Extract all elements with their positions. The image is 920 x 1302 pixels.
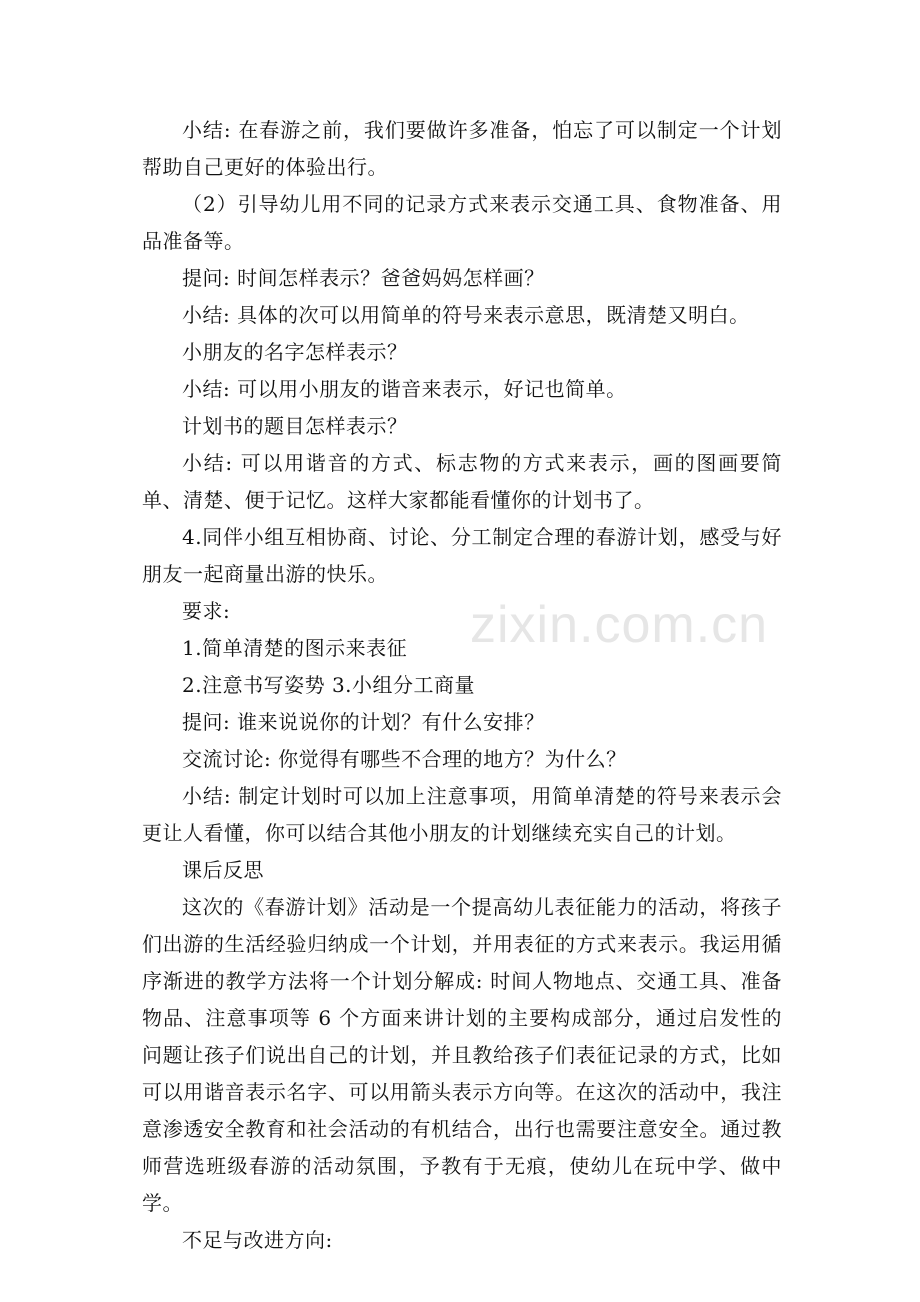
section-heading-improvement: 不足与改进方向: [182, 1228, 333, 1252]
paragraph-requirement-1: 1.简单清楚的图示来表征 [182, 636, 408, 660]
paragraph-question-names: 小朋友的名字怎样表示？ [182, 340, 408, 364]
paragraph-requirements-heading: 要求: [182, 599, 231, 623]
paragraph-requirement-2-3: 2.注意书写姿势 3.小组分工商量 [182, 673, 476, 697]
section-heading-reflection: 课后反思 [182, 858, 264, 882]
paragraph-summary-symbols: 小结: 具体的次可以用简单的符号来表示意思，既清楚又明白。 [182, 303, 750, 327]
paragraph-question-title: 计划书的题目怎样表示？ [182, 414, 408, 438]
paragraph-summary-drawing: 小结: 可以用谐音的方式、标志物的方式来表示，画的图画要简单、清楚、便于记忆。这样大家都能看懂你的计划书了。 [142, 451, 782, 512]
paragraph-question-time: 提问: 时间怎样表示？爸爸妈妈怎样画？ [182, 266, 545, 290]
paragraph-discussion: 交流讨论: 你觉得有哪些不合理的地方？为什么？ [182, 747, 627, 771]
paragraph-group-planning: 4.同伴小组互相协商、讨论、分工制定合理的春游计划，感受与好朋友一起商量出游的快乐。 [142, 525, 782, 586]
paragraph-guide-recording: （2）引导幼儿用不同的记录方式来表示交通工具、食物准备、用品准备等。 [142, 192, 782, 253]
paragraph-reflection-body: 这次的《春游计划》活动是一个提高幼儿表征能力的活动，将孩子们出游的生活经验归纳成一个计划，并用表征的方式来表示。我运用循序渐进的教学方法将一个计划分解成: 时间人物地点、交通工具、准备物品、注意事项等 6 个方面来讲计划的主要构成部分，通过启发性的问题让孩子们说出自己的计划，并且教给孩子们表征记录的方式，比如可以用谐音表示名字、可以用箭头表示方向等。在这次的活动中，我注意渗透安全教育和社会活动的有机结合，出行也需要注意安全。通过教师营选班级春游的活动氛围，予教有于无痕，使幼儿在玩中学、做中学。 [142, 895, 782, 1215]
paragraph-question-plan: 提问: 谁来说说你的计划？有什么安排？ [182, 710, 545, 734]
watermark-logo: zixin.com.cn [470, 596, 769, 654]
document-body [142, 112, 782, 1259]
paragraph-summary-notes: 小结: 制定计划时可以加上注意事项，用简单清楚的符号来表示会更让人看懂，你可以结合其他小朋友的计划继续充实自己的计划。 [142, 784, 782, 845]
paragraph-summary-preparation: 小结: 在春游之前，我们要做许多准备，怕忘了可以制定一个计划帮助自己更好的体验出行。 [142, 118, 782, 179]
paragraph-summary-homophone: 小结: 可以用小朋友的谐音来表示，好记也简单。 [182, 377, 627, 401]
